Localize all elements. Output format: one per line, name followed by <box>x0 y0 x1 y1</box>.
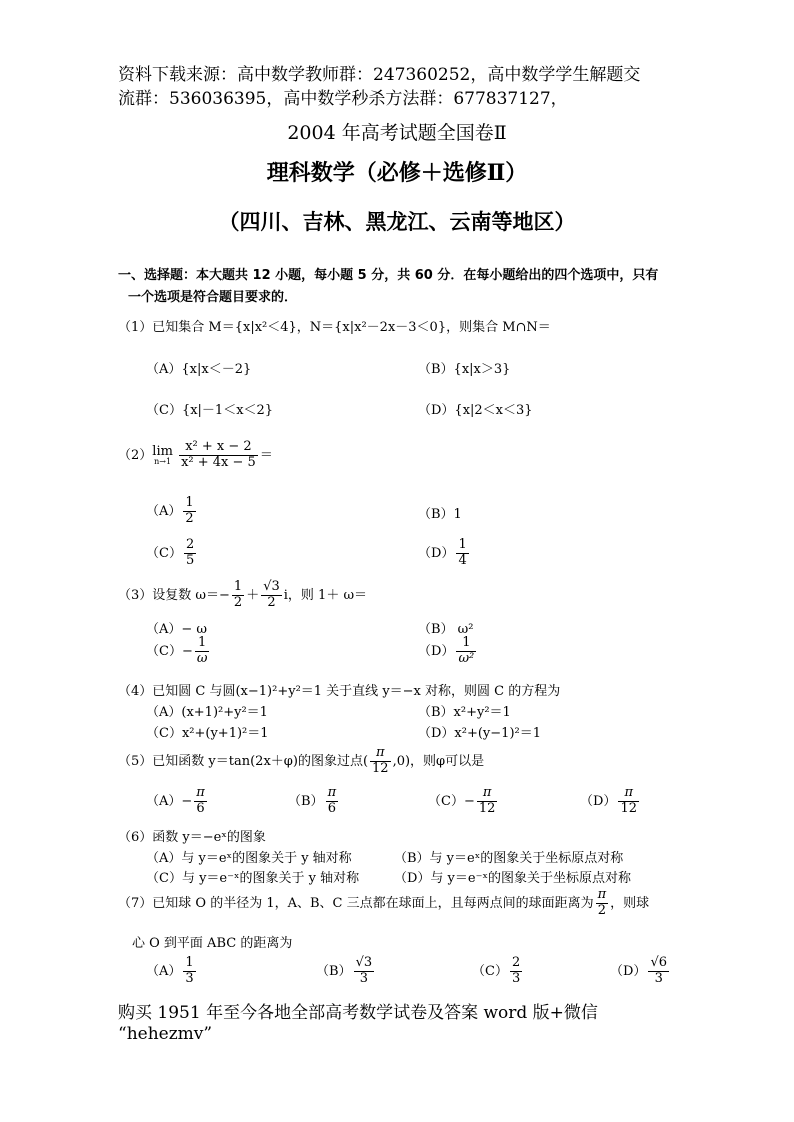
question-5-option-d <box>580 786 641 817</box>
option-fraction <box>183 496 195 527</box>
option-label: （D） <box>580 793 617 809</box>
question-7-distance-fraction <box>596 888 609 919</box>
question-3-option-a: （A）− ω <box>146 622 208 637</box>
fraction-numerator: π <box>370 746 391 762</box>
question-7-option-c <box>472 956 524 987</box>
question-5-option-a <box>146 786 209 817</box>
fraction-denominator: 3 <box>359 970 368 986</box>
fraction-denominator: 2 <box>267 594 276 610</box>
fraction-denominator: 12 <box>620 800 637 816</box>
option-fraction <box>456 636 476 667</box>
question-4-option-d: （D）x²+(y−1)²＝1 <box>418 726 541 741</box>
limit-subscript: n→1 <box>154 456 172 466</box>
fraction-numerator: √3 <box>263 579 280 594</box>
question-3-option-c <box>146 636 211 667</box>
question-4-option-b: （B）x²+y²＝1 <box>418 705 511 720</box>
question-2-denominator: x² + 4x − 5 <box>181 454 256 470</box>
question-1-option-b: （B）{x|x＞3} <box>418 362 511 377</box>
option-label: （A）− <box>146 793 193 809</box>
option-label: （C）− <box>146 643 193 659</box>
option-fraction <box>183 956 195 987</box>
question-5-suffix: ,0)，则φ可以是 <box>392 753 485 769</box>
option-label: （A） <box>146 503 182 519</box>
fraction-numerator: 2 <box>185 537 195 552</box>
question-7-stem-line-2: 心 O 到平面 ABC 的距离为 <box>132 936 293 951</box>
section-instructions-line-2: 一个选项是符合题目要求的． <box>128 290 298 305</box>
question-2-fraction <box>179 440 258 471</box>
option-label: （D） <box>418 643 455 659</box>
question-4-option-c: （C）x²+(y+1)²＝1 <box>146 726 269 741</box>
fraction-numerator: 1 <box>195 636 210 652</box>
question-3-stem <box>118 580 367 611</box>
option-label: （B） <box>316 963 352 979</box>
question-7-option-d <box>610 956 671 987</box>
question-5-option-c <box>428 786 499 817</box>
option-label: （B） <box>288 793 324 809</box>
question-6-option-b: （B）与 y＝eˣ的图象关于坐标原点对称 <box>394 851 624 866</box>
fraction-denominator: ω <box>196 650 208 666</box>
question-1-stem: （1）已知集合 M＝{x|x²＜4}，N＝{x|x²－2x－3＜0}，则集合 M∩N＝ <box>118 320 551 335</box>
footer-purchase-line-2: “hehezmv” <box>118 1024 213 1044</box>
question-3-fraction-half <box>232 580 244 611</box>
fraction-numerator: 1 <box>185 955 194 970</box>
exam-regions: （四川、吉林、黑龙江、云南等地区） <box>218 209 576 234</box>
option-label: （C） <box>472 963 508 979</box>
question-3-fraction-root3 <box>261 580 282 611</box>
option-label: （C）− <box>428 793 475 809</box>
fraction-numerator: 2 <box>511 955 521 970</box>
fraction-denominator: 6 <box>327 800 336 816</box>
question-2-option-b: （B）1 <box>418 507 462 522</box>
option-fraction <box>648 956 669 987</box>
option-label: （D） <box>610 963 647 979</box>
fraction-denominator: 4 <box>458 552 467 568</box>
question-2-option-a <box>146 496 198 527</box>
option-fraction <box>184 538 196 569</box>
header-source-line-2: 流群：536036395，高中数学秒杀方法群：677837127， <box>118 89 568 109</box>
fraction-numerator: 1 <box>233 579 243 594</box>
question-3-suffix: i，则 1＋ ω＝ <box>283 587 368 603</box>
question-1-option-d: （D）{x|2＜x＜3} <box>418 403 533 418</box>
question-1-option-a: （A）{x|x＜－2} <box>146 362 252 377</box>
fraction-numerator: π <box>477 786 498 802</box>
question-3-option-b: （B） ω² <box>418 622 474 637</box>
question-7-option-a <box>146 956 198 987</box>
fraction-numerator: 1 <box>456 636 476 652</box>
fraction-denominator: ω² <box>458 650 475 666</box>
question-7-suffix: ，则球 <box>610 895 650 911</box>
question-4-option-a: （A）(x+1)²+y²＝1 <box>146 705 268 720</box>
question-6-option-d: （D）与 y＝e⁻ˣ的图象关于坐标原点对称 <box>394 871 631 886</box>
option-fraction <box>194 786 207 817</box>
option-fraction <box>477 786 498 817</box>
limit-operator <box>152 445 173 466</box>
fraction-numerator: π <box>327 785 337 800</box>
question-2-stem <box>118 440 273 471</box>
question-3-prefix: （3）设复数 ω＝− <box>118 587 230 603</box>
question-3-option-d <box>418 636 478 667</box>
fraction-numerator: π <box>196 785 205 800</box>
fraction-numerator: 1 <box>185 495 194 510</box>
option-fraction <box>456 538 468 569</box>
option-fraction <box>354 956 375 987</box>
fraction-numerator: π <box>618 786 639 802</box>
fraction-denominator: 5 <box>185 552 195 568</box>
footer-purchase-line-1: 购买 1951 年至今各地全部高考数学试卷及答案 word 版+微信 <box>118 1003 598 1023</box>
question-4-stem: （4）已知圆 C 与圆(x−1)²+y²＝1 关于直线 y＝−x 对称，则圆 C 的方程为 <box>118 684 561 699</box>
plus-sign: ＋ <box>246 587 260 603</box>
fraction-denominator: 3 <box>654 970 663 986</box>
fraction-denominator: 2 <box>185 510 194 526</box>
question-7-prefix: （7）已知球 O 的半径为 1，A、B、C 三点都在球面上，且每两点间的球面距离为 <box>118 895 594 911</box>
section-instructions-line-1: 一、选择题：本大题共 12 小题，每小题 5 分，共 60 分．在每小题给出的四个选项中，只有 <box>118 268 659 283</box>
question-2-numerator: x² + x − 2 <box>179 440 258 456</box>
question-2-option-d <box>418 538 471 569</box>
question-2-equals: ＝ <box>259 447 273 463</box>
question-6-stem: （6）函数 y＝−eˣ的图象 <box>118 830 266 845</box>
question-1-option-c: （C）{x|－1＜x＜2} <box>146 403 274 418</box>
question-7-stem <box>118 888 649 919</box>
exam-title: 2004 年高考试题全国卷Ⅱ <box>287 122 507 144</box>
fraction-denominator: 12 <box>372 760 389 776</box>
limit-text: lim <box>152 443 173 459</box>
fraction-numerator: √6 <box>650 955 667 970</box>
fraction-denominator: 3 <box>511 970 521 986</box>
option-fraction <box>195 636 210 667</box>
header-source-line-1: 资料下载来源：高中数学教师群：247360252，高中数学学生解题交 <box>118 65 641 85</box>
option-fraction <box>510 956 522 987</box>
question-5-stem <box>118 746 484 777</box>
question-6-option-a: （A）与 y＝eˣ的图象关于 y 轴对称 <box>146 851 352 866</box>
question-5-option-b <box>288 786 340 817</box>
fraction-denominator: 3 <box>185 970 194 986</box>
fraction-denominator: 12 <box>478 800 496 816</box>
option-fraction <box>326 786 339 817</box>
option-label: （C） <box>146 545 182 561</box>
fraction-denominator: 6 <box>196 800 205 816</box>
question-2-option-c <box>146 538 198 569</box>
question-6-option-c: （C）与 y＝e⁻ˣ的图象关于 y 轴对称 <box>146 871 360 886</box>
fraction-denominator: 2 <box>597 902 607 918</box>
fraction-numerator: π <box>597 887 607 902</box>
option-label: （D） <box>418 545 455 561</box>
exam-subject: 理科数学（必修＋选修Ⅱ） <box>266 160 528 186</box>
option-label: （A） <box>146 963 182 979</box>
fraction-numerator: √3 <box>355 955 373 970</box>
fraction-denominator: 2 <box>233 594 243 610</box>
question-2-label: （2） <box>118 447 153 463</box>
option-fraction <box>618 786 639 817</box>
fraction-numerator: 1 <box>458 537 467 552</box>
question-5-point-fraction <box>370 746 391 777</box>
question-5-prefix: （5）已知函数 y＝tan(2x＋φ)的图象过点( <box>118 753 369 769</box>
question-7-option-b <box>316 956 376 987</box>
